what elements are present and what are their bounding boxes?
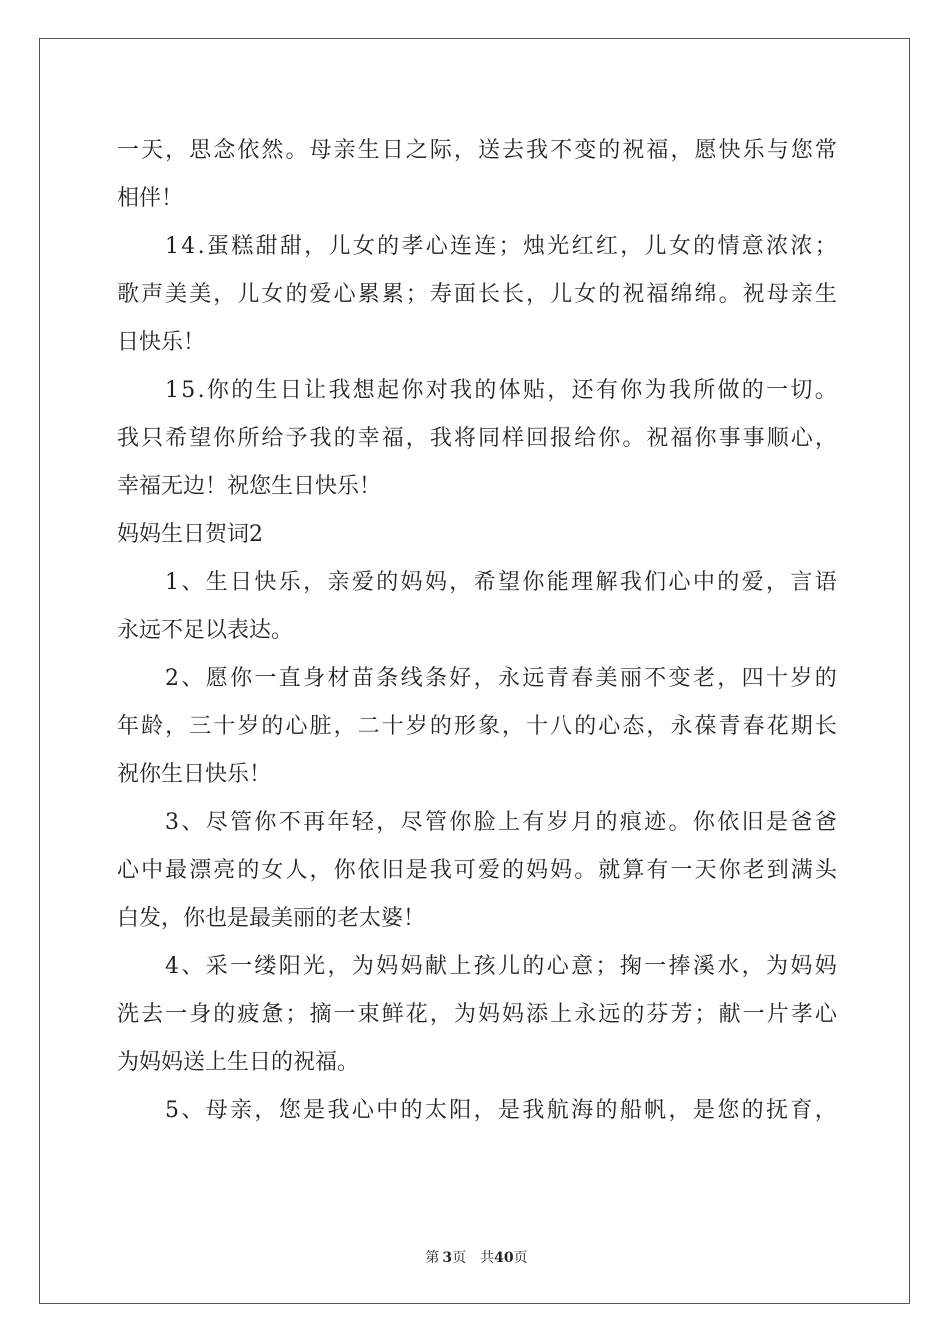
- text-line: 日快乐！: [117, 330, 206, 355]
- page-label: 第: [425, 1250, 440, 1266]
- text-line: 妈妈生日贺词2: [117, 522, 263, 547]
- text-line: 心 中 最 漂 亮 的 女 人 ， 你 依 旧 是 我 可 爱 的 妈 妈 。 就 算 有 一 天 你 老 到 满 头: [117, 858, 837, 883]
- total-pages: 40: [494, 1250, 514, 1266]
- text-line: 幸福无边！祝您生日快乐！: [117, 474, 382, 499]
- text-line: 年 龄 ， 三 十 岁 的 心 脏 ， 二 十 岁 的 形 象 ， 十 八 的 心 态 ， 永 葆 青 春 花 期 长: [117, 714, 837, 739]
- text-line: 一 天 ， 思 念 依 然 。 母 亲 生 日 之 际 ， 送 去 我 不 变 的 祝 福 ， 愿 快 乐 与 您 常: [117, 138, 837, 163]
- page-unit: 页: [452, 1250, 467, 1266]
- document-body: [117, 127, 837, 1135]
- text-line: 4 、 采 一 缕 阳 光 ， 为 妈 妈 献 上 孩 儿 的 心 意 ； 掬 一 捧 溪 水 ， 为 妈 妈: [165, 954, 837, 979]
- text-line: 洗 去 一 身 的 疲 惫 ； 摘 一 束 鲜 花 ， 为 妈 妈 添 上 永 远 的 芬 芳 ； 献 一 片 孝 心: [117, 1002, 837, 1027]
- text-line: 歌 声 美 美 ， 儿 女 的 爱 心 累 累 ； 寿 面 长 长 ， 儿 女 的 祝 福 绵 绵 。 祝 母 亲 生: [117, 282, 837, 307]
- text-line: 3 、 尽 管 你 不 再 年 轻 ， 尽 管 你 脸 上 有 岁 月 的 痕 迹 。 你 依 旧 是 爸 爸: [165, 810, 837, 835]
- text-line: 我 只 希 望 你 所 给 予 我 的 幸 福 ， 我 将 同 样 回 报 给 你 。 祝 福 你 事 事 顺 心 ，: [117, 426, 837, 451]
- text-line: 为妈妈送上生日的祝福。: [117, 1050, 360, 1075]
- text-line: 1 5 . 你 的 生 日 让 我 想 起 你 对 我 的 体 贴 ， 还 有 你 为 我 所 做 的 一 切 。: [165, 378, 837, 403]
- text-line: 1 、 生 日 快 乐 ， 亲 爱 的 妈 妈 ， 希 望 你 能 理 解 我 们 心 中 的 爱 ， 言 语: [165, 570, 837, 595]
- text-line: 相伴！: [117, 186, 184, 211]
- text-line: 5 、 母 亲 ， 您 是 我 心 中 的 太 阳 ， 是 我 航 海 的 船 帆 ， 是 您 的 抚 育 ，: [165, 1098, 837, 1123]
- text-line: 2 、 愿 你 一 直 身 材 苗 条 线 条 好 ， 永 远 青 春 美 丽 不 变 老 ， 四 十 岁 的: [165, 666, 837, 691]
- page-footer: [0, 1247, 950, 1267]
- text-line: 永远不足以表达。: [117, 618, 294, 643]
- total-unit: 页: [513, 1250, 528, 1266]
- page-number: 3: [442, 1250, 453, 1266]
- text-line: 祝你生日快乐！: [117, 762, 272, 787]
- total-label: 共: [480, 1250, 495, 1266]
- text-line: 1 4 . 蛋 糕 甜 甜 ， 儿 女 的 孝 心 连 连 ； 烛 光 红 红 ， 儿 女 的 情 意 浓 浓 ；: [165, 234, 837, 259]
- text-line: 白发，你也是最美丽的老太婆！: [117, 906, 426, 931]
